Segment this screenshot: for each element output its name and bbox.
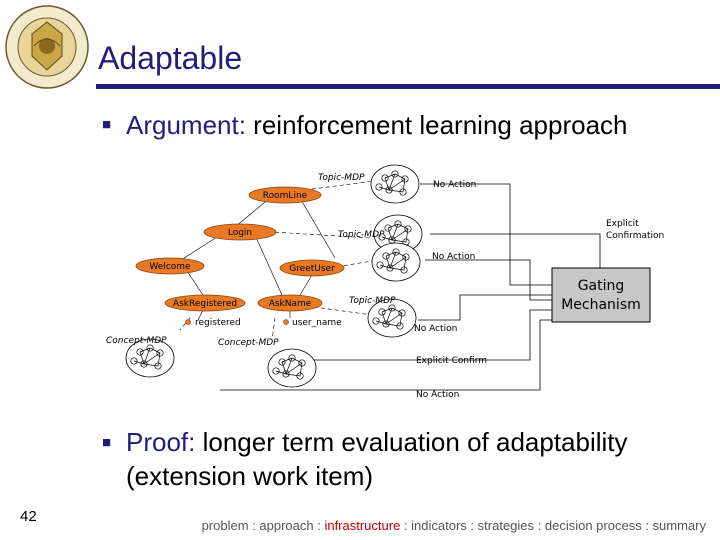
- bullet-proof-text-line2: (extension work item): [126, 461, 374, 491]
- svg-text:Login: Login: [227, 228, 253, 238]
- university-seal-logo: [4, 4, 90, 90]
- slide-number: 42: [20, 508, 37, 525]
- footer-item-indicators[interactable]: indicators: [411, 518, 467, 533]
- node-roomline: [249, 187, 321, 203]
- concept-user-name: user_name: [292, 318, 342, 328]
- topic-mdp-links: [180, 180, 382, 340]
- gating-mechanism-box: [552, 268, 650, 322]
- concept-mdp-mid-icon: [268, 349, 316, 387]
- bullet-proof-text: longer term evaluation of adaptability: [195, 427, 628, 457]
- title-divider: [96, 84, 720, 89]
- node-login: [204, 224, 276, 240]
- bullet-marker-square-icon: ■: [102, 434, 112, 451]
- node-welcome: [136, 258, 204, 274]
- node-greetuser: [280, 260, 344, 276]
- concept-registered: registered: [195, 318, 241, 328]
- label-no-action-low: No Action: [414, 324, 458, 334]
- label-topic-mdp-mid: Topic-MDP: [338, 230, 385, 240]
- footer-item-strategies[interactable]: strategies: [477, 518, 535, 533]
- footer-item-approach[interactable]: approach: [259, 518, 314, 533]
- footer-item-problem[interactable]: problem: [201, 518, 249, 533]
- label-concept-mdp-left: Concept-MDP: [106, 336, 167, 346]
- svg-text:GreetUser: GreetUser: [289, 264, 335, 274]
- footer-item-summary[interactable]: summary: [652, 518, 706, 533]
- svg-text:Welcome: Welcome: [149, 262, 191, 272]
- bullet-proof-label: Proof:: [126, 427, 196, 457]
- node-askregistered: [165, 295, 245, 311]
- footer-navigation: problem : approach : infrastructure : indicators : strategies : decision process : summary: [201, 518, 706, 533]
- footer-item-infrastructure[interactable]: infrastructure: [324, 518, 401, 533]
- svg-text:AskName: AskName: [268, 299, 312, 309]
- footer-item-decision-process[interactable]: decision process: [544, 518, 642, 533]
- label-no-action-mid: No Action: [432, 252, 476, 262]
- adaptation-diagram: [0, 150, 720, 450]
- topic-mdp-upper-low-icon: [372, 243, 420, 281]
- label-explicit-conf-1: Explicit: [606, 219, 639, 229]
- svg-text:AskRegistered: AskRegistered: [172, 299, 238, 309]
- user-name-marker: [284, 320, 289, 325]
- bullet-argument-label: Argument:: [126, 110, 246, 140]
- label-concept-mdp-mid: Concept-MDP: [218, 338, 279, 348]
- svg-text:Gating: Gating: [577, 278, 625, 294]
- svg-text:RoomLine: RoomLine: [262, 191, 308, 201]
- node-askname: [258, 295, 322, 311]
- label-explicit-conf-2: Confirmation: [606, 231, 665, 241]
- bullet-marker-square-icon: ■: [102, 116, 112, 133]
- topic-mdp-top-icon: [371, 165, 419, 203]
- label-explicit-confirm: Explicit Confirm: [416, 356, 488, 366]
- label-topic-mdp-low: Topic-MDP: [349, 296, 396, 306]
- label-topic-mdp-top: Topic-MDP: [318, 173, 365, 183]
- bullet-argument: [126, 108, 628, 142]
- svg-text:Mechanism: Mechanism: [561, 297, 641, 313]
- label-no-action-top: No Action: [433, 180, 477, 190]
- slide-title: Adaptable: [98, 40, 243, 76]
- bullet-argument-text: reinforcement learning approach: [245, 110, 628, 140]
- registered-marker: [186, 320, 191, 325]
- label-no-action-bottom: No Action: [416, 390, 460, 400]
- bullet-proof: [126, 425, 628, 493]
